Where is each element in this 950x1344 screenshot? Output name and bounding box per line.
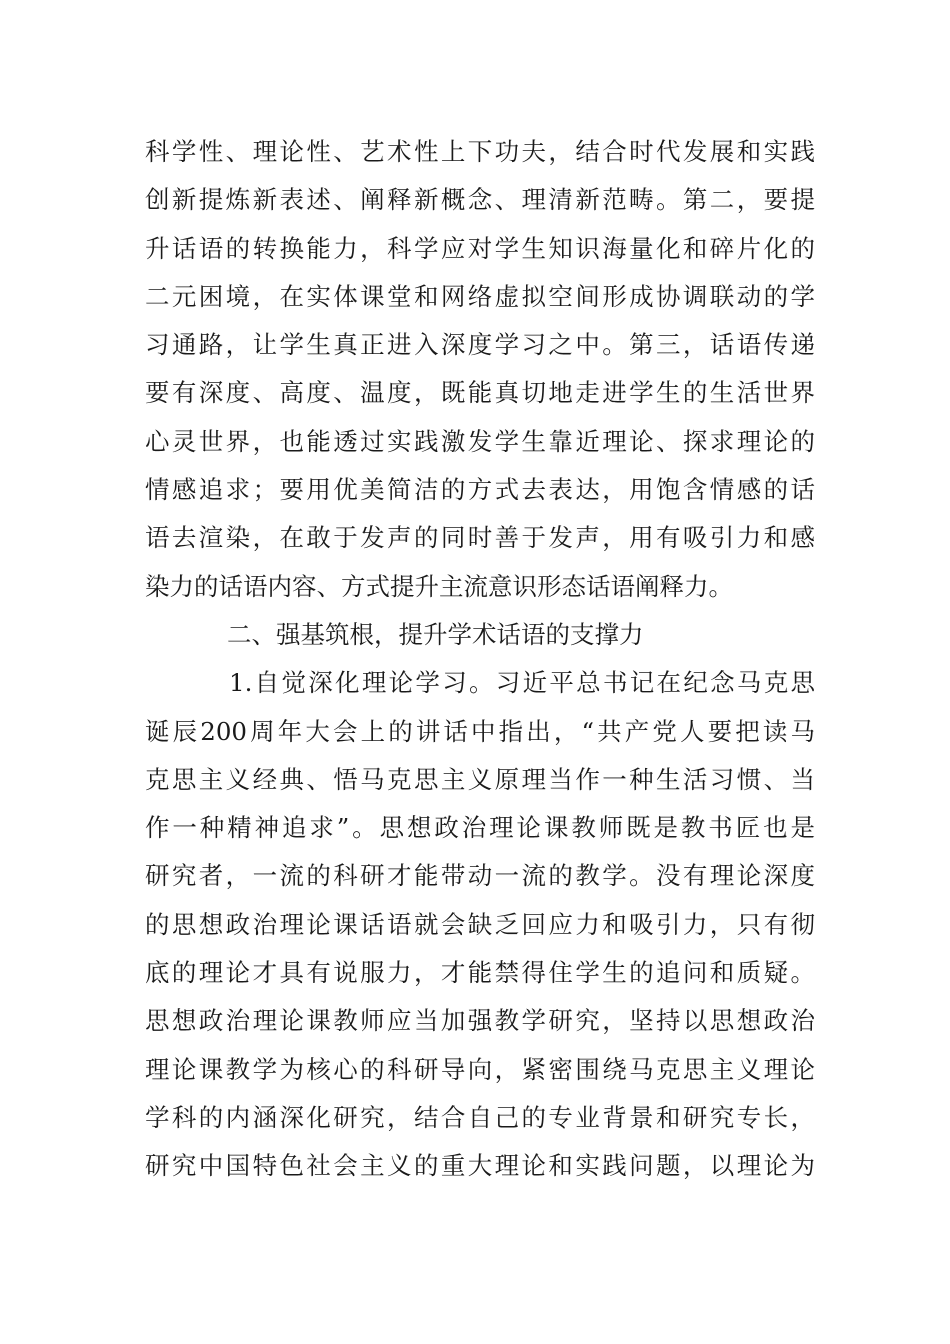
body-text-line: 底的理论才具有说服力，才能禁得住学生的追问和质疑。 [145,958,815,988]
body-text-line: 心灵世界，也能透过实践激发学生靠近理论、探求理论的 [145,426,815,456]
body-text-line: 克思主义经典、悟马克思主义原理当作一种生活习惯、当 [145,764,815,794]
body-text-line: 语去渲染，在敢于发声的同时善于发声，用有吸引力和感 [145,523,815,553]
section-heading: 二、强基筑根，提升学术话语的支撑力 [227,619,644,649]
body-text-line: 思想政治理论课教师应当加强教学研究，坚持以思想政治 [145,1006,815,1036]
body-text-line: 染力的话语内容、方式提升主流意识形态话语阐释力。 [145,571,733,601]
body-text-line: 研究者，一流的科研才能带动一流的教学。没有理论深度 [145,861,815,891]
body-text-line: 研究中国特色社会主义的重大理论和实践问题，以理论为 [145,1151,815,1181]
body-text-line: 二元困境，在实体课堂和网络虚拟空间形成协调联动的学 [145,281,815,311]
body-text-line: 创新提炼新表述、阐释新概念、理清新范畴。第二，要提 [145,185,815,215]
body-text-line: 要有深度、高度、温度，既能真切地走进学生的生活世界 [145,378,815,408]
body-text-line: 作一种精神追求”。思想政治理论课教师既是教书匠也是 [145,813,815,843]
body-text-line: 理论课教学为核心的科研导向，紧密围绕马克思主义理论 [145,1054,815,1084]
body-text-line: 情感追求；要用优美简洁的方式去表达，用饱含情感的话 [145,475,815,505]
body-text-line: 学科的内涵深化研究，结合自己的专业背景和研究专长， [145,1102,815,1132]
body-text-line: 1.自觉深化理论学习。习近平总书记在纪念马克思 [229,668,815,698]
body-text-line: 科学性、理论性、艺术性上下功夫，结合时代发展和实践 [145,137,815,166]
body-text-line: 习通路，让学生真正进入深度学习之中。第三，话语传递 [145,330,815,360]
body-text-line: 的思想政治理论课话语就会缺乏回应力和吸引力，只有彻 [145,909,815,939]
body-text-line: 升话语的转换能力，科学应对学生知识海量化和碎片化的 [145,233,815,263]
document-body [145,128,815,1191]
body-text-line: 诞辰200周年大会上的讲话中指出，“共产党人要把读马 [145,716,815,746]
